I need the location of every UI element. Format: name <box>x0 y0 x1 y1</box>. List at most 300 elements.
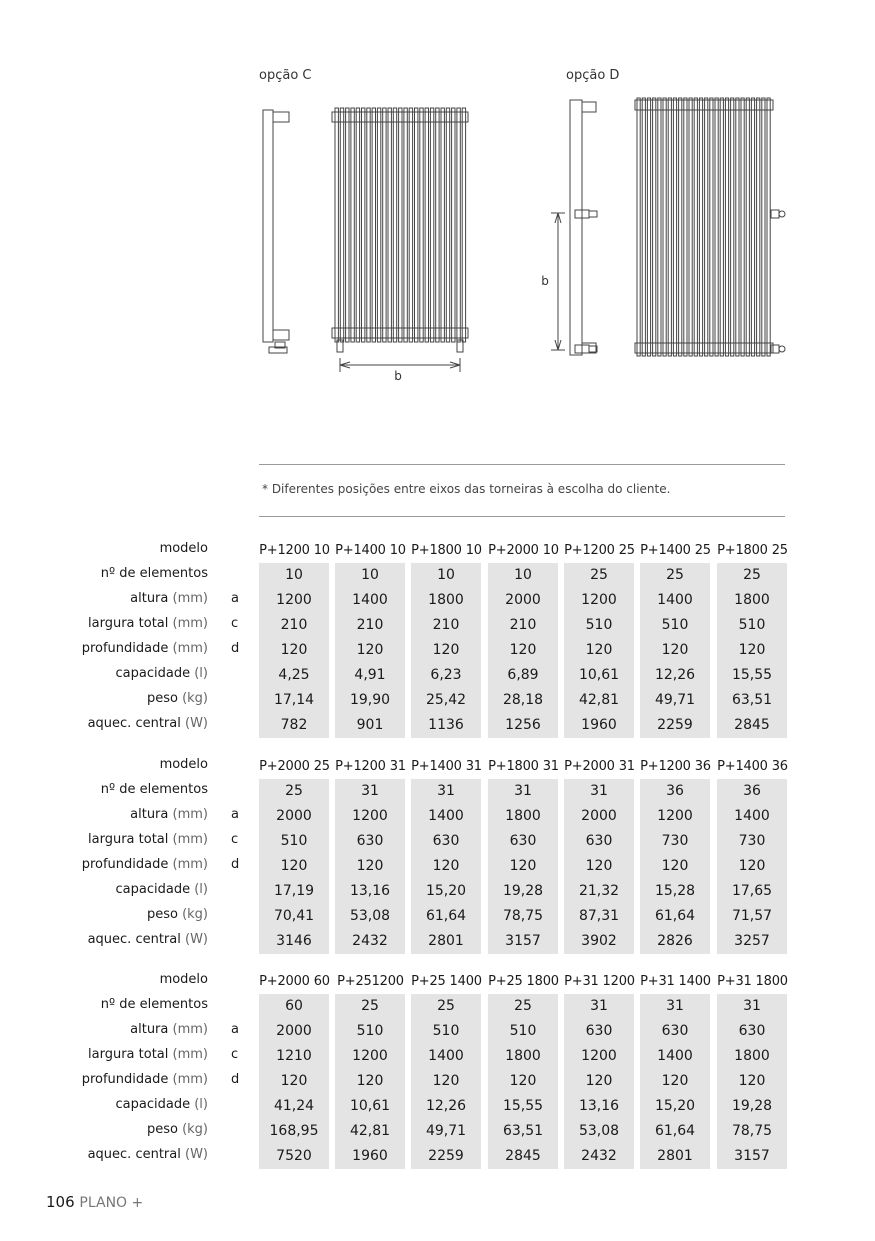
row-label-unit: (mm) <box>172 616 208 631</box>
table-cell: 3157 <box>717 1144 787 1169</box>
radiator-column <box>340 108 343 342</box>
table-cell: 78,75 <box>717 1119 787 1144</box>
row-label <box>88 832 208 847</box>
option-c-label: opção C <box>259 68 312 83</box>
table-cell: 2801 <box>411 929 481 954</box>
table-cell: 10,61 <box>564 663 634 688</box>
model-header: P+1800 25 <box>717 543 788 558</box>
table-cell: 120 <box>488 638 558 663</box>
spec-row <box>0 904 875 929</box>
table-cell: 1960 <box>564 713 634 738</box>
table-cell: 2000 <box>488 588 558 613</box>
spec-row <box>0 804 875 829</box>
table-cell: 510 <box>717 613 787 638</box>
radiator-column <box>457 108 460 342</box>
radiator-column <box>673 98 676 356</box>
table-cell: 1200 <box>335 804 405 829</box>
model-header: P+2000 10 <box>488 543 559 558</box>
table-cell: 120 <box>259 854 329 879</box>
radiator-column <box>356 108 359 342</box>
model-header: P+1800 10 <box>411 543 482 558</box>
row-label-unit: (mm) <box>172 1022 208 1037</box>
table-cell: 630 <box>335 829 405 854</box>
table-cell: 510 <box>335 1019 405 1044</box>
model-header: P+25 1400 <box>411 974 482 989</box>
row-label-unit: (mm) <box>172 807 208 822</box>
row-label <box>82 641 208 656</box>
model-header: P+31 1400 <box>640 974 711 989</box>
row-label <box>130 591 208 606</box>
dimension-letter: d <box>231 1072 240 1087</box>
table-cell: 120 <box>335 854 405 879</box>
table-cell: 10 <box>335 563 405 588</box>
row-label-text: modelo <box>159 541 208 556</box>
table-cell: 25 <box>259 779 329 804</box>
table-cell: 510 <box>640 613 710 638</box>
table-cell: 15,55 <box>488 1094 558 1119</box>
row-label-text: altura <box>130 591 169 606</box>
table-cell: 2259 <box>640 713 710 738</box>
spec-row <box>0 663 875 688</box>
row-label-text: modelo <box>159 972 208 987</box>
model-header: P+1200 25 <box>564 543 635 558</box>
table-cell: 25 <box>640 563 710 588</box>
table-cell: 31 <box>335 779 405 804</box>
row-label-unit: (mm) <box>172 591 208 606</box>
table-cell: 12,26 <box>640 663 710 688</box>
table-cell: 630 <box>564 1019 634 1044</box>
dimension-letter: d <box>231 857 240 872</box>
table-cell: 3157 <box>488 929 558 954</box>
table-cell: 1210 <box>259 1044 329 1069</box>
radiator-column <box>388 108 391 342</box>
dimension-letter: a <box>231 591 239 606</box>
table-cell: 120 <box>411 854 481 879</box>
table-cell: 71,57 <box>717 904 787 929</box>
table-cell: 7520 <box>259 1144 329 1169</box>
table-cell: 31 <box>640 994 710 1019</box>
radiator-column <box>699 98 702 356</box>
dimension-letter: a <box>231 1022 239 1037</box>
radiator-column <box>420 108 423 342</box>
dimension-b-label: b <box>541 274 549 288</box>
radiator-column <box>404 108 407 342</box>
row-label <box>147 1122 208 1137</box>
table-cell: 1960 <box>335 1144 405 1169</box>
row-label <box>101 782 208 797</box>
table-cell: 120 <box>335 1069 405 1094</box>
spec-row <box>0 879 875 904</box>
table-cell: 1400 <box>640 588 710 613</box>
spec-row <box>0 1119 875 1144</box>
table-cell: 25 <box>488 994 558 1019</box>
table-cell: 120 <box>640 1069 710 1094</box>
table-cell: 53,08 <box>564 1119 634 1144</box>
spec-row <box>0 563 875 588</box>
table-cell: 1400 <box>411 1044 481 1069</box>
table-cell: 25 <box>564 563 634 588</box>
model-header: P+31 1200 <box>564 974 635 989</box>
table-cell: 630 <box>411 829 481 854</box>
table-cell: 210 <box>411 613 481 638</box>
table-cell: 19,90 <box>335 688 405 713</box>
row-label-unit: (mm) <box>172 641 208 656</box>
row-label <box>88 716 208 731</box>
row-label-text: largura total <box>88 832 169 847</box>
page-number: 106 <box>46 1193 75 1211</box>
radiator-column <box>637 98 640 356</box>
row-label-unit: (kg) <box>182 1122 208 1137</box>
row-label-text: profundidade <box>81 641 169 656</box>
table-cell: 2432 <box>564 1144 634 1169</box>
row-label <box>88 932 208 947</box>
table-cell: 31 <box>411 779 481 804</box>
radiator-column <box>741 98 744 356</box>
table-cell: 2432 <box>335 929 405 954</box>
row-label-text: aquec. central <box>87 716 181 731</box>
table-cell: 1200 <box>640 804 710 829</box>
table-cell: 41,24 <box>259 1094 329 1119</box>
model-header: P+2000 60 <box>259 974 330 989</box>
row-label-text: nº de elementos <box>100 782 208 797</box>
table-cell: 4,25 <box>259 663 329 688</box>
spec-row <box>0 829 875 854</box>
spec-row <box>0 1069 875 1094</box>
table-cell: 17,65 <box>717 879 787 904</box>
table-cell: 901 <box>335 713 405 738</box>
table-cell: 63,51 <box>488 1119 558 1144</box>
table-cell: 49,71 <box>411 1119 481 1144</box>
radiator-column <box>725 98 728 356</box>
table-cell: 13,16 <box>335 879 405 904</box>
radiator-column <box>642 98 645 356</box>
radiator-column <box>653 98 656 356</box>
radiator-column <box>720 98 723 356</box>
table-cell: 2826 <box>640 929 710 954</box>
spec-row <box>0 929 875 954</box>
table-cell: 730 <box>640 829 710 854</box>
divider-bottom <box>259 516 785 517</box>
table-cell: 15,20 <box>411 879 481 904</box>
table-cell: 1400 <box>411 804 481 829</box>
row-label-unit: (mm) <box>172 832 208 847</box>
table-cell: 120 <box>640 854 710 879</box>
radiator-column <box>736 98 739 356</box>
table-cell: 210 <box>488 613 558 638</box>
table-cell: 630 <box>717 1019 787 1044</box>
radiator-column <box>351 108 354 342</box>
table-cell: 2801 <box>640 1144 710 1169</box>
table-cell: 15,28 <box>640 879 710 904</box>
spec-row <box>0 688 875 713</box>
table-cell: 15,55 <box>717 663 787 688</box>
table-cell: 1400 <box>640 1044 710 1069</box>
table-cell: 1400 <box>717 804 787 829</box>
table-cell: 10 <box>488 563 558 588</box>
radiator-column <box>647 98 650 356</box>
radiator-column <box>462 108 465 342</box>
radiator-column <box>751 98 754 356</box>
table-cell: 19,28 <box>717 1094 787 1119</box>
table-cell: 36 <box>717 779 787 804</box>
table-cell: 510 <box>488 1019 558 1044</box>
row-label-text: largura total <box>88 616 169 631</box>
model-header: P+2000 31 <box>564 759 635 774</box>
dimension-letter: c <box>231 616 239 631</box>
radiator-column <box>705 98 708 356</box>
table-cell: 31 <box>564 779 634 804</box>
table-cell: 120 <box>717 638 787 663</box>
table-cell: 4,91 <box>335 663 405 688</box>
radiator-column <box>372 108 375 342</box>
radiator-column <box>436 108 439 342</box>
row-label <box>101 997 208 1012</box>
radiator-column <box>377 108 380 342</box>
row-label-unit: (l) <box>194 882 208 897</box>
row-label <box>116 666 208 681</box>
spec-row <box>0 538 875 563</box>
spec-row <box>0 1144 875 1169</box>
radiator-column <box>762 98 765 356</box>
table-cell: 6,89 <box>488 663 558 688</box>
row-label <box>101 566 208 581</box>
row-label-text: profundidade <box>81 1072 169 1087</box>
table-cell: 1400 <box>335 588 405 613</box>
table-cell: 10 <box>411 563 481 588</box>
model-header: P+1200 10 <box>259 543 330 558</box>
table-cell: 31 <box>717 994 787 1019</box>
table-cell: 510 <box>411 1019 481 1044</box>
row-label <box>130 1022 208 1037</box>
model-header: P+251200 <box>337 974 404 989</box>
model-header: P+1200 31 <box>335 759 406 774</box>
spec-row <box>0 969 875 994</box>
radiator-column <box>658 98 661 356</box>
row-label-unit: (kg) <box>182 907 208 922</box>
row-label-unit: (W) <box>185 1147 208 1162</box>
table-cell: 120 <box>259 1069 329 1094</box>
row-label <box>160 972 208 987</box>
radiator-column <box>663 98 666 356</box>
radiator-column <box>767 98 770 356</box>
row-label-unit: (l) <box>194 1097 208 1112</box>
table-cell: 61,64 <box>640 1119 710 1144</box>
table-cell: 120 <box>640 638 710 663</box>
table-cell: 1256 <box>488 713 558 738</box>
model-header: P+31 1800 <box>717 974 788 989</box>
table-cell: 49,71 <box>640 688 710 713</box>
table-cell: 36 <box>640 779 710 804</box>
table-cell: 25 <box>411 994 481 1019</box>
spec-row <box>0 754 875 779</box>
table-cell: 2000 <box>564 804 634 829</box>
model-header: P+1400 36 <box>717 759 788 774</box>
radiator-column <box>393 108 396 342</box>
row-label-text: aquec. central <box>87 932 181 947</box>
row-label <box>147 691 208 706</box>
table-cell: 15,20 <box>640 1094 710 1119</box>
row-label <box>147 907 208 922</box>
table-cell: 120 <box>488 854 558 879</box>
row-label-text: nº de elementos <box>100 566 208 581</box>
spec-row <box>0 588 875 613</box>
spec-row <box>0 1019 875 1044</box>
table-cell: 63,51 <box>717 688 787 713</box>
table-cell: 120 <box>564 1069 634 1094</box>
model-header: P+1800 31 <box>488 759 559 774</box>
model-header: P+25 1800 <box>488 974 559 989</box>
row-label-text: peso <box>146 1122 178 1137</box>
radiator-column <box>383 108 386 342</box>
radiator-column <box>346 108 349 342</box>
table-cell: 6,23 <box>411 663 481 688</box>
table-cell: 782 <box>259 713 329 738</box>
table-cell: 1200 <box>564 588 634 613</box>
table-cell: 1800 <box>717 588 787 613</box>
row-label-unit: (mm) <box>172 857 208 872</box>
table-cell: 60 <box>259 994 329 1019</box>
model-header: P+1200 36 <box>640 759 711 774</box>
brand-name: PLANO + <box>79 1195 144 1211</box>
table-cell: 120 <box>564 638 634 663</box>
row-label-text: profundidade <box>81 857 169 872</box>
model-header: P+1400 25 <box>640 543 711 558</box>
radiator-column <box>668 98 671 356</box>
row-label-text: peso <box>146 691 178 706</box>
table-cell: 1800 <box>411 588 481 613</box>
table-cell: 17,14 <box>259 688 329 713</box>
row-label-unit: (mm) <box>172 1072 208 1087</box>
table-cell: 10 <box>259 563 329 588</box>
table-cell: 70,41 <box>259 904 329 929</box>
table-cell: 630 <box>564 829 634 854</box>
table-cell: 28,18 <box>488 688 558 713</box>
table-cell: 2000 <box>259 804 329 829</box>
table-cell: 42,81 <box>564 688 634 713</box>
row-label <box>82 1072 208 1087</box>
spec-row <box>0 1094 875 1119</box>
table-cell: 120 <box>411 638 481 663</box>
page-footer <box>46 1193 143 1211</box>
dimension-b-label: b <box>394 369 402 383</box>
row-label <box>130 807 208 822</box>
table-cell: 120 <box>259 638 329 663</box>
row-label <box>160 757 208 772</box>
radiator-column <box>689 98 692 356</box>
table-cell: 2845 <box>717 713 787 738</box>
row-label <box>88 1047 208 1062</box>
table-cell: 61,64 <box>640 904 710 929</box>
table-cell: 3902 <box>564 929 634 954</box>
table-cell: 1800 <box>488 1044 558 1069</box>
table-cell: 2259 <box>411 1144 481 1169</box>
table-cell: 87,31 <box>564 904 634 929</box>
table-cell: 210 <box>335 613 405 638</box>
table-cell: 78,75 <box>488 904 558 929</box>
row-label-text: aquec. central <box>87 1147 181 1162</box>
radiator-column <box>430 108 433 342</box>
radiator-column <box>441 108 444 342</box>
row-label <box>116 882 208 897</box>
radiator-column <box>694 98 697 356</box>
row-label-text: largura total <box>88 1047 169 1062</box>
radiator-column <box>362 108 365 342</box>
spec-row <box>0 638 875 663</box>
table-cell: 630 <box>488 829 558 854</box>
row-label-text: nº de elementos <box>100 997 208 1012</box>
spec-row <box>0 854 875 879</box>
table-cell: 53,08 <box>335 904 405 929</box>
table-cell: 12,26 <box>411 1094 481 1119</box>
radiator-column <box>446 108 449 342</box>
row-label-text: modelo <box>159 757 208 772</box>
radiator-column <box>757 98 760 356</box>
row-label <box>82 857 208 872</box>
model-header: P+1400 10 <box>335 543 406 558</box>
dimension-letter: c <box>231 832 239 847</box>
table-cell: 25 <box>335 994 405 1019</box>
radiator-column <box>335 108 338 342</box>
spec-row <box>0 779 875 804</box>
option-c-drawing <box>255 100 485 390</box>
table-cell: 21,32 <box>564 879 634 904</box>
table-cell: 120 <box>717 854 787 879</box>
table-cell: 120 <box>335 638 405 663</box>
table-cell: 31 <box>564 994 634 1019</box>
option-d-label: opção D <box>566 68 620 83</box>
table-cell: 120 <box>564 854 634 879</box>
footnote: * Diferentes posições entre eixos das torneiras à escolha do cliente. <box>262 482 671 496</box>
row-label <box>88 1147 208 1162</box>
table-cell: 168,95 <box>259 1119 329 1144</box>
divider-top <box>259 464 785 465</box>
table-cell: 2000 <box>259 1019 329 1044</box>
table-cell: 1200 <box>259 588 329 613</box>
table-cell: 13,16 <box>564 1094 634 1119</box>
row-label-unit: (W) <box>185 932 208 947</box>
dimension-letter: c <box>231 1047 239 1062</box>
table-cell: 61,64 <box>411 904 481 929</box>
radiator-column <box>746 98 749 356</box>
table-cell: 42,81 <box>335 1119 405 1144</box>
spec-row <box>0 713 875 738</box>
table-cell: 25,42 <box>411 688 481 713</box>
table-cell: 17,19 <box>259 879 329 904</box>
row-label-text: capacidade <box>115 882 191 897</box>
spec-row <box>0 613 875 638</box>
table-cell: 510 <box>259 829 329 854</box>
radiator-column <box>415 108 418 342</box>
table-cell: 3257 <box>717 929 787 954</box>
dimension-letter: d <box>231 641 240 656</box>
table-cell: 19,28 <box>488 879 558 904</box>
table-cell: 10,61 <box>335 1094 405 1119</box>
table-cell: 25 <box>717 563 787 588</box>
radiator-column <box>715 98 718 356</box>
table-cell: 1800 <box>488 804 558 829</box>
row-label <box>160 541 208 556</box>
option-d-drawing <box>535 95 795 365</box>
row-label <box>116 1097 208 1112</box>
table-cell: 3146 <box>259 929 329 954</box>
radiator-column <box>679 98 682 356</box>
radiator-column <box>367 108 370 342</box>
table-cell: 120 <box>488 1069 558 1094</box>
radiator-column <box>684 98 687 356</box>
spec-row <box>0 994 875 1019</box>
table-cell: 1200 <box>335 1044 405 1069</box>
radiator-column <box>399 108 402 342</box>
